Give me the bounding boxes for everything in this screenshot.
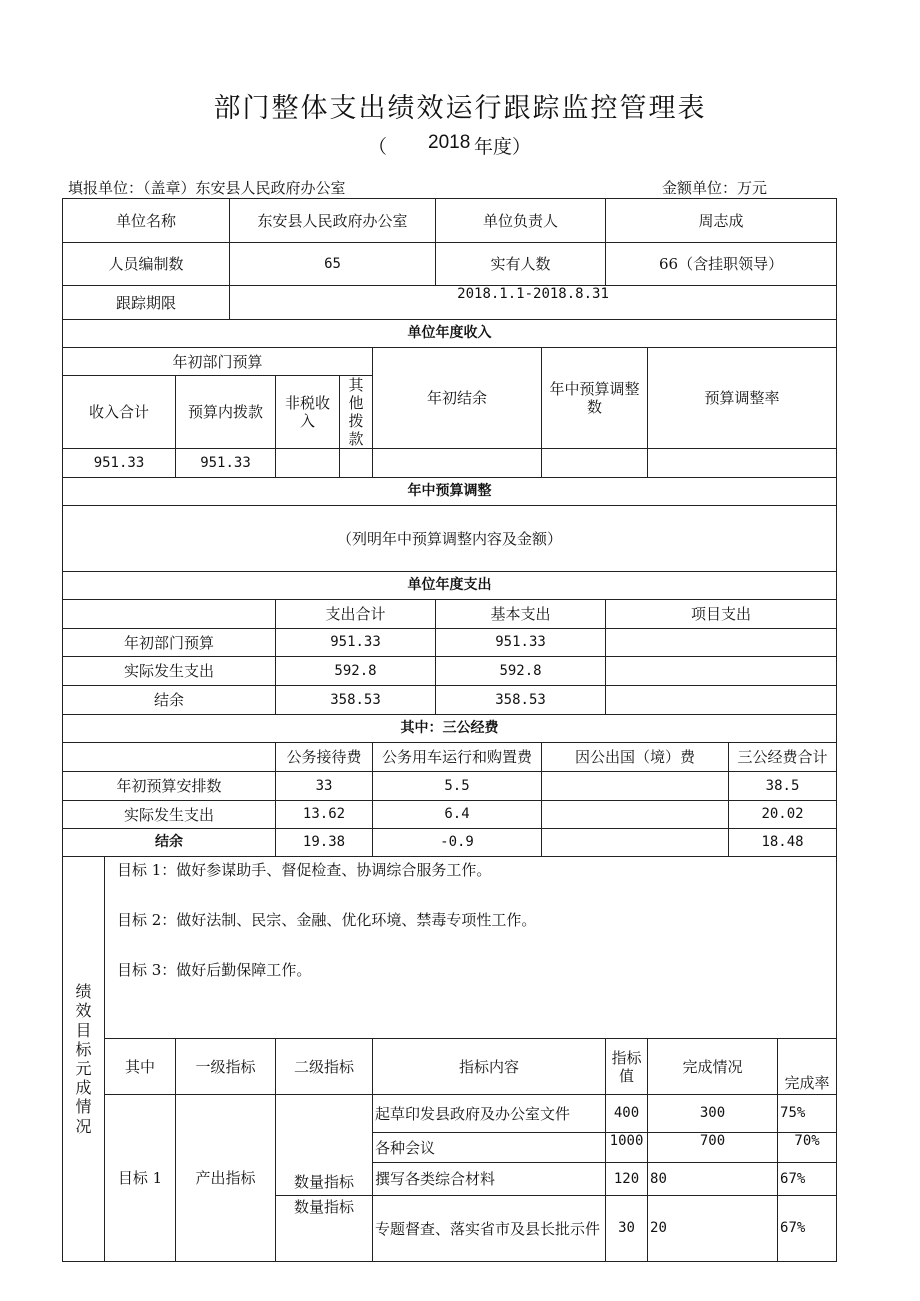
- basic-row-3: [63, 286, 837, 320]
- goal-text: 目标 2：做好法制、民宗、金融、优化环境、禁毒专项性工作。: [117, 911, 537, 929]
- perf-side-char: 成: [75, 1078, 92, 1098]
- perf-item-value: 120: [606, 1163, 648, 1196]
- budget-allocation-header: 预算内拨款: [176, 376, 276, 449]
- income-section-title: 单位年度收入: [63, 320, 837, 348]
- three-public-row-actual: [63, 801, 837, 829]
- three-public-header-row: [63, 743, 837, 772]
- perf-side-char: 绩: [75, 982, 92, 1002]
- perf-header-content: 指标内容: [373, 1039, 606, 1095]
- overseas-fee-header: 因公出国（境）费: [542, 743, 729, 772]
- vehicle-fee-value: 5.5: [373, 772, 542, 801]
- vehicle-fee-value: 6.4: [373, 801, 542, 829]
- reception-fee-header: 公务接待费: [276, 743, 373, 772]
- perf-target-cell: 目标 1: [105, 1095, 176, 1262]
- unit-head-label: 单位负责人: [436, 199, 606, 243]
- expense-row-balance: [63, 686, 837, 715]
- overseas-fee-value: [542, 772, 729, 801]
- year-open-paren: （: [368, 136, 388, 158]
- three-public-row-label: 年初预算安排数: [63, 772, 276, 801]
- actual-staff-value: 66（含挂职领导）: [606, 243, 837, 286]
- expense-section-row: [63, 572, 837, 600]
- perf-header-done: 完成情况: [648, 1039, 778, 1095]
- staff-quota-label: 人员编制数: [63, 243, 230, 286]
- mid-year-adjust-value: [542, 449, 648, 478]
- expense-row-label: 年初部门预算: [63, 629, 276, 657]
- three-public-row-budget: [63, 772, 837, 801]
- initial-budget-group: 年初部门预算: [63, 348, 373, 376]
- expense-row-label: 实际发生支出: [63, 657, 276, 686]
- three-public-section-row: [63, 715, 837, 743]
- perf-goals-row: [63, 857, 837, 1039]
- basic-expense-value: 951.33: [436, 629, 606, 657]
- perf-item-row: [63, 1095, 837, 1133]
- perf-item-content: 起草印发县政府及办公室文件: [373, 1095, 606, 1133]
- expense-total-value: 592.8: [276, 657, 436, 686]
- three-public-row-balance: [63, 829, 837, 857]
- expense-row-label: 结余: [63, 686, 276, 715]
- amount-unit: 金额单位：万元: [662, 179, 768, 197]
- unit-head-value: 周志成: [606, 199, 837, 243]
- perf-header-target: 其中: [105, 1039, 176, 1095]
- staff-quota-value: 65: [230, 243, 436, 286]
- goal-text: 目标 1：做好参谋助手、督促检查、协调综合服务工作。: [117, 861, 492, 879]
- perf-side-char: 目: [75, 1020, 92, 1040]
- adjustment-note: （列明年中预算调整内容及金额）: [63, 506, 837, 572]
- perf-level2-cell: 数量指标: [276, 1095, 373, 1196]
- carry-over-value: [373, 449, 542, 478]
- perf-item-value: 30: [606, 1196, 648, 1262]
- non-tax-income-value: [276, 449, 340, 478]
- perf-item-rate: 75%: [778, 1095, 837, 1133]
- three-public-row-label: 实际发生支出: [63, 801, 276, 829]
- expense-row-actual: [63, 657, 837, 686]
- expense-section-title: 单位年度支出: [63, 572, 837, 600]
- perf-item-done: 700: [648, 1133, 778, 1163]
- actual-staff-label: 实有人数: [436, 243, 606, 286]
- three-public-corner-cell: [63, 743, 276, 772]
- vehicle-fee-header: 公务用车运行和购置费: [373, 743, 542, 772]
- expense-header-row: [63, 600, 837, 629]
- project-expense-value: [606, 629, 837, 657]
- perf-header-level1: 一级指标: [176, 1039, 276, 1095]
- expense-total-header: 支出合计: [276, 600, 436, 629]
- perf-side-label: [63, 857, 105, 1262]
- perf-item-rate: 70%: [778, 1133, 837, 1163]
- perf-header-row: [63, 1039, 837, 1095]
- income-values-row: [63, 449, 837, 478]
- three-public-total-header: 三公经费合计: [729, 743, 837, 772]
- perf-item-done: 300: [648, 1095, 778, 1133]
- perf-item-done: 20: [648, 1196, 778, 1262]
- adjustment-section-title: 年中预算调整: [63, 478, 837, 506]
- perf-side-char: 况: [75, 1116, 92, 1136]
- expense-total-value: 358.53: [276, 686, 436, 715]
- perf-item-rate: 67%: [778, 1196, 837, 1262]
- overseas-fee-value: [542, 801, 729, 829]
- perf-header-level2: 二级指标: [276, 1039, 373, 1095]
- reception-fee-value: 19.38: [276, 829, 373, 857]
- income-section-row: [63, 320, 837, 348]
- perf-side-char: 情: [75, 1097, 92, 1117]
- three-public-row-label: 结余: [63, 829, 276, 857]
- expense-tracking-table: [62, 198, 837, 1262]
- perf-side-char: 标: [75, 1039, 92, 1059]
- expense-total-value: 951.33: [276, 629, 436, 657]
- page-title: 部门整体支出绩效运行跟踪监控管理表: [213, 93, 707, 124]
- adjust-rate-value: [648, 449, 837, 478]
- perf-item-content: 专题督查、落实省市及县长批示件: [373, 1196, 606, 1262]
- expense-corner-cell: [63, 600, 276, 629]
- perf-item-rate: 67%: [778, 1163, 837, 1196]
- reception-fee-value: 13.62: [276, 801, 373, 829]
- mid-year-adjust-header: 年中预算调整数: [542, 348, 648, 449]
- other-allocation-header: 其他拨款: [340, 376, 373, 449]
- carry-over-header: 年初结余: [373, 348, 542, 449]
- basic-expense-value: 592.8: [436, 657, 606, 686]
- adjustment-note-row: [63, 506, 837, 572]
- filler-unit: 填报单位：（盖章）东安县人民政府办公室: [68, 179, 346, 197]
- period-value: 2018.1.1-2018.8.31: [230, 286, 837, 320]
- project-expense-value: [606, 657, 837, 686]
- income-header-row-1: [63, 348, 837, 376]
- overseas-fee-value: [542, 829, 729, 857]
- project-expense-header: 项目支出: [606, 600, 837, 629]
- perf-goals-cell: [105, 857, 837, 1039]
- period-label: 跟踪期限: [63, 286, 230, 320]
- other-allocation-value: [340, 449, 373, 478]
- perf-side-char: 元: [75, 1059, 92, 1078]
- perf-header-rate: 完成率: [778, 1039, 837, 1095]
- basic-row-2: [63, 243, 837, 286]
- three-public-total-value: 20.02: [729, 801, 837, 829]
- expense-row-budget: [63, 629, 837, 657]
- unit-name-label: 单位名称: [63, 199, 230, 243]
- perf-item-done: 80: [648, 1163, 778, 1196]
- reception-fee-value: 33: [276, 772, 373, 801]
- perf-header-value: 指标值: [606, 1039, 648, 1095]
- non-tax-income-header: 非税收入: [276, 376, 340, 449]
- perf-item-content: 撰写各类综合材料: [373, 1163, 606, 1196]
- vehicle-fee-value: -0.9: [373, 829, 542, 857]
- basic-expense-value: 358.53: [436, 686, 606, 715]
- three-public-total-value: 38.5: [729, 772, 837, 801]
- three-public-section-title: 其中：三公经费: [63, 715, 837, 743]
- budget-allocation-value: 951.33: [176, 449, 276, 478]
- income-total-value: 951.33: [63, 449, 176, 478]
- year-value: 2018: [428, 132, 471, 153]
- project-expense-value: [606, 686, 837, 715]
- adjust-rate-header: 预算调整率: [648, 348, 837, 449]
- perf-level2-cell: 数量指标: [276, 1196, 373, 1262]
- adjustment-section-row: [63, 478, 837, 506]
- basic-row-1: [63, 199, 837, 243]
- income-total-header: 收入合计: [63, 376, 176, 449]
- perf-item-value: 1000: [606, 1133, 648, 1163]
- goal-text: 目标 3：做好后勤保障工作。: [117, 961, 312, 979]
- basic-expense-header: 基本支出: [436, 600, 606, 629]
- three-public-total-value: 18.48: [729, 829, 837, 857]
- unit-name-value: 东安县人民政府办公室: [230, 199, 436, 243]
- perf-level1-cell: 产出指标: [176, 1095, 276, 1262]
- perf-item-content: 各种会议: [373, 1133, 606, 1163]
- perf-side-char: 效: [75, 1001, 92, 1021]
- year-suffix: 年度）: [474, 136, 532, 158]
- perf-item-value: 400: [606, 1095, 648, 1133]
